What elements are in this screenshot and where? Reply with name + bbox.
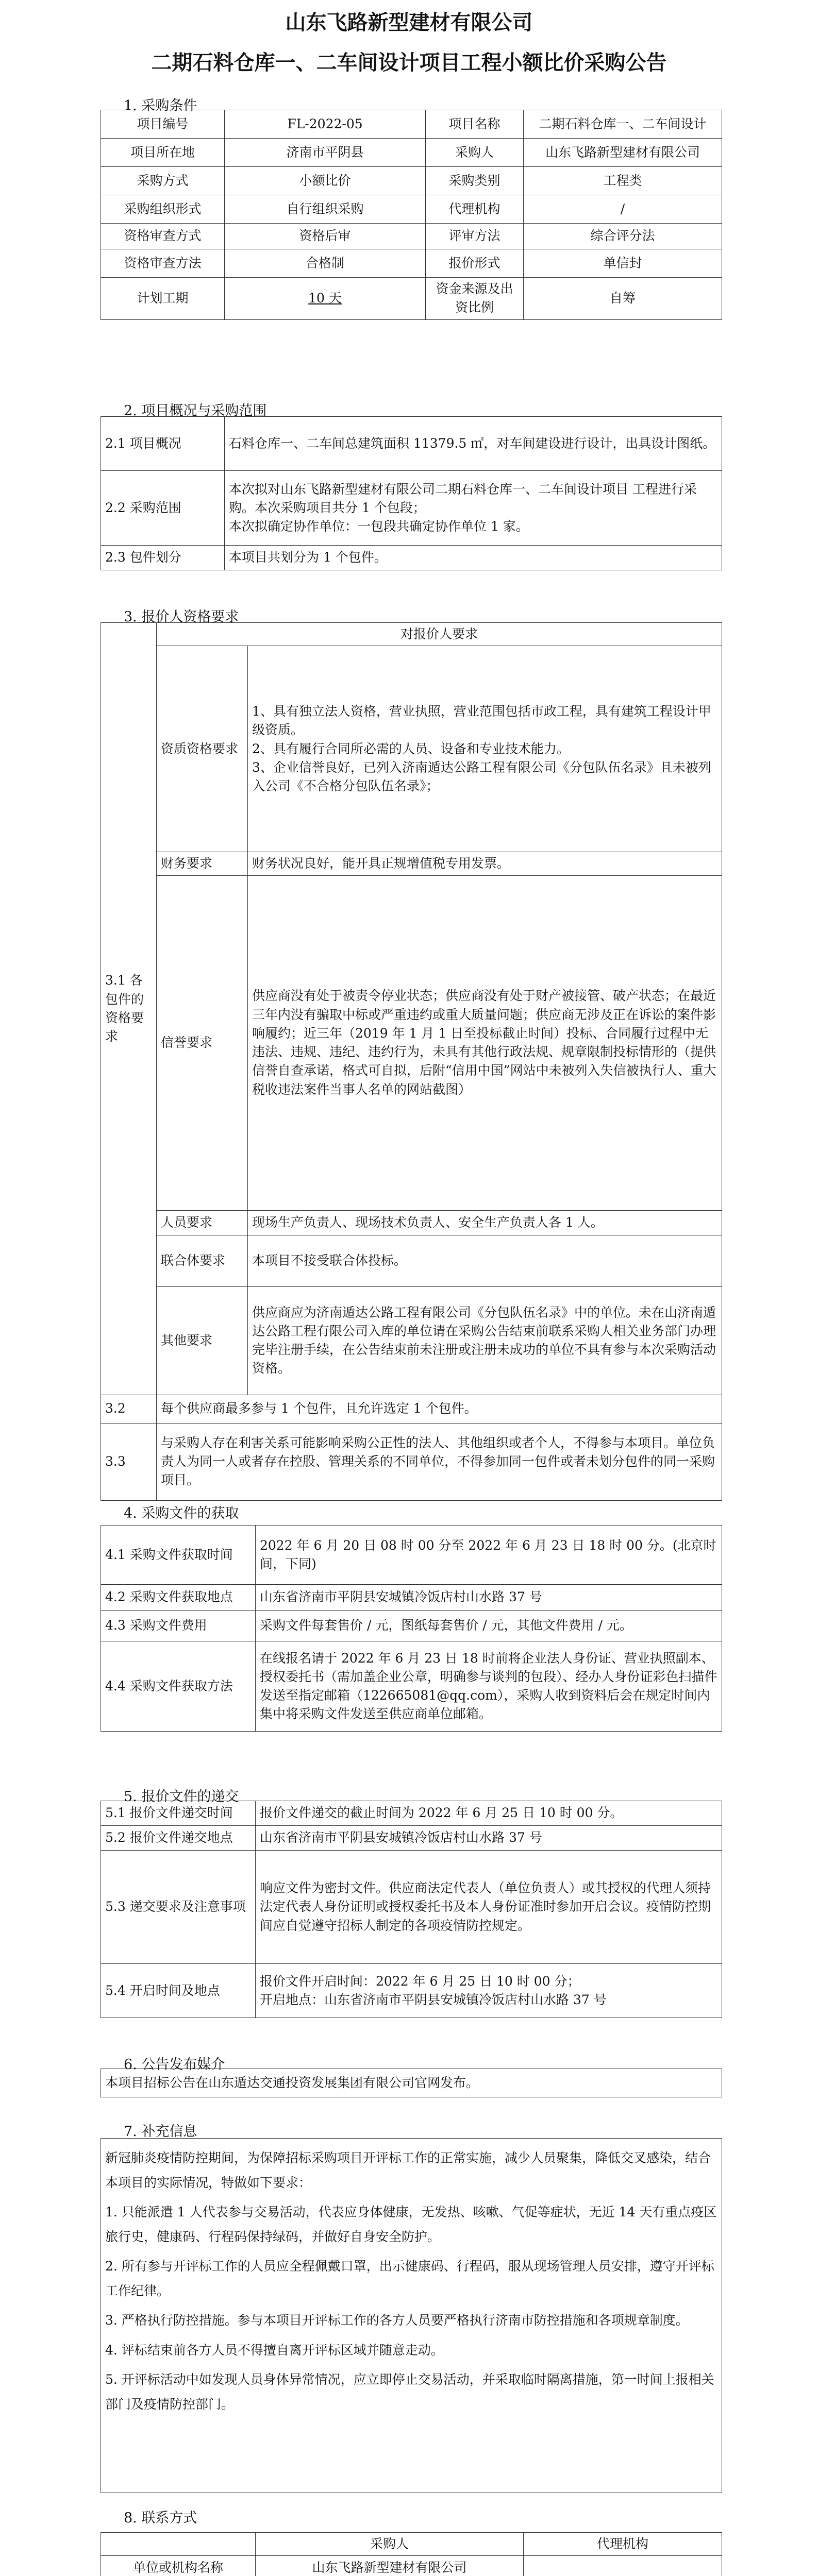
procurement-conditions-table xyxy=(101,110,722,320)
qual-row-label: 信誉要求 xyxy=(157,875,248,1210)
section-heading-4: 4. 采购文件的获取 xyxy=(124,1505,239,1521)
conditions-row xyxy=(101,139,722,167)
overview-label: 2.1 项目概况 xyxy=(101,417,225,471)
obtain-row xyxy=(101,1611,722,1641)
submit-label: 5.1 报价文件递交时间 xyxy=(101,1801,256,1826)
obtain-label: 4.3 采购文件费用 xyxy=(101,1611,256,1641)
contact-header-row xyxy=(101,2533,722,2556)
qual-row-label: 其他要求 xyxy=(157,1286,248,1395)
condition-value: 综合评分法 xyxy=(524,224,722,249)
condition-value: FL-2022-05 xyxy=(225,110,426,139)
condition-value: 自筹 xyxy=(524,278,722,320)
conditions-row xyxy=(101,167,722,195)
condition-label: 采购组织形式 xyxy=(101,195,225,224)
supplement-paragraph: 1. 只能派遣 1 人代表参与交易活动，代表应身体健康，无发热、咳嗽、气促等症状，无近 14 天有重点疫区旅行史，健康码、行程码保持绿码，并做好自身安全防护。 xyxy=(105,2205,717,2244)
section-heading-7: 7. 补充信息 xyxy=(124,2124,197,2140)
overview-row xyxy=(101,417,722,471)
condition-label: 采购人 xyxy=(426,139,524,167)
submission-table xyxy=(101,1801,722,2018)
overview-label: 2.2 采购范围 xyxy=(101,471,225,546)
submit-row xyxy=(101,1964,722,2018)
condition-label: 代理机构 xyxy=(426,195,524,224)
condition-label: 采购方式 xyxy=(101,167,225,195)
condition-label: 资金来源及出资比例 xyxy=(426,278,524,320)
obtain-label: 4.2 采购文件获取地点 xyxy=(101,1585,256,1611)
qualification-header: 对报价人要求 xyxy=(157,623,722,646)
contact-agency-value xyxy=(524,2556,722,2576)
obtain-value: 2022 年 6 月 20 日 08 时 00 分至 2022 年 6 月 23 日 18 时 00 分。(北京时间，下同) xyxy=(256,1526,722,1585)
supplement-paragraph: 4. 评标结束前各方人员不得擅自离开评标区域并随意走动。 xyxy=(105,2342,444,2358)
project-title: 二期石料仓库一、二车间设计项目工程小额比价采购公告 xyxy=(151,50,667,75)
document-obtain-table xyxy=(101,1525,722,1732)
condition-value: / xyxy=(524,195,722,224)
section-heading-2: 2. 项目概况与采购范围 xyxy=(124,403,267,419)
overview-value: 本次拟对山东飞路新型建材有限公司二期石料仓库一、二车间设计项目 工程进行采购。本次采购项目共分 1 个包段； 本次拟确定协作单位：一包段共确定协作单位 1 家。 xyxy=(225,471,722,546)
media-table xyxy=(101,2069,722,2097)
project-overview-table xyxy=(101,416,722,570)
contact-header-cell xyxy=(101,2533,256,2556)
qual-row-value: 供应商没有处于被责令停业状态；供应商没有处于财产被接管、破产状态；在最近三年内没有骗取中标或严重违约或重大质量问题；供应商无涉及正在诉讼的案件影响履约；近三年（2019 年 1 月 1 日至投标截止时间）投标、合同履行过程中无违法、违规、违纪、违约行为，未具有其他行政法规、规章限制投标情形的（提供信誉自查承诺，格式可自拟，后附“信用中国”网站中未被列入失信被执行人、重大税收违法案件当事人名单的网站截图） xyxy=(248,875,722,1210)
qual-32-value: 每个供应商最多参与 1 个包件，且允许选定 1 个包件。 xyxy=(157,1395,722,1423)
supplement-paragraph: 2. 所有参与开评标工作的人员应全程佩戴口罩，出示健康码、行程码，服从现场管理人员安排，遵守开评标工作纪律。 xyxy=(105,2259,714,2298)
condition-value: 自行组织采购 xyxy=(225,195,426,224)
contact-table xyxy=(101,2532,722,2576)
condition-value: 单信封 xyxy=(524,249,722,278)
conditions-row xyxy=(101,110,722,139)
conditions-row xyxy=(101,224,722,249)
qual-32-label: 3.2 xyxy=(101,1395,157,1423)
submit-value: 山东省济南市平阴县安城镇冷饭店村山水路 37 号 xyxy=(256,1826,722,1851)
qual-row-value: 现场生产负责人、现场技术负责人、安全生产负责人各 1 人。 xyxy=(248,1210,722,1235)
condition-value: 10 天 xyxy=(225,278,426,320)
overview-row xyxy=(101,471,722,546)
qual-33-label: 3.3 xyxy=(101,1423,157,1500)
supplement-paragraph: 新冠肺炎疫情防控期间，为保障招标采购项目开评标工作的正常实施，减少人员聚集，降低交叉感染，结合本项目的实际情况，特做如下要求： xyxy=(105,2150,711,2190)
obtain-label: 4.4 采购文件获取方法 xyxy=(101,1641,256,1732)
conditions-row xyxy=(101,249,722,278)
qualification-31-label: 3.1 各包件的资格要求 xyxy=(101,623,157,1395)
contact-header-cell: 采购人 xyxy=(256,2533,524,2556)
qual-row-value: 供应商应为济南遁达公路工程有限公司《分包队伍名录》中的单位。未在山济南遁达公路工程有限公司入库的单位请在采购公告结束前联系采购人相关业务部门办理完毕注册手续，在公告结束前未注册或注册未成功的单位不具有参与本次采购活动资格。 xyxy=(248,1286,722,1395)
supplement-paragraph: 5. 开评标活动中如发现人员身体异常情况，应立即停止交易活动，并采取临时隔离措施，第一时间上报相关部门及疫情防控部门。 xyxy=(105,2372,714,2412)
company-title: 山东飞路新型建材有限公司 xyxy=(285,10,533,35)
submit-row xyxy=(101,1826,722,1851)
condition-label: 计划工期 xyxy=(101,278,225,320)
submit-label: 5.3 递交要求及注意事项 xyxy=(101,1851,256,1964)
qualification-table xyxy=(101,622,722,1501)
qual-33-value: 与采购人存在利害关系可能影响采购公正性的法人、其他组织或者个人，不得参与本项目。单位负责人为同一人或者存在控股、管理关系的不同单位，不得参加同一包件或者未划分包件的同一采购项目。 xyxy=(157,1423,722,1500)
condition-value: 小额比价 xyxy=(225,167,426,195)
obtain-row xyxy=(101,1641,722,1732)
condition-label: 项目编号 xyxy=(101,110,225,139)
overview-value: 本项目共划分为 1 个包件。 xyxy=(225,546,722,570)
obtain-value: 在线报名请于 2022 年 6 月 23 日 18 时前将企业法人身份证、营业执照副本、授权委托书（需加盖企业公章，明确参与谈判的包段）、经办人身份证彩色扫描件发送至指定邮箱（122665081@qq.com），采购人收到资料后会在规定时间内集中将采购文件发送至供应商单位邮箱。 xyxy=(256,1641,722,1732)
condition-label: 采购类别 xyxy=(426,167,524,195)
condition-label: 项目所在地 xyxy=(101,139,225,167)
qual-row-value: 1、具有独立法人资格，营业执照，营业范围包括市政工程，具有建筑工程设计甲级资质。 2、具有履行合同所必需的人员、设备和专业技术能力。 3、企业信誉良好，已列入济南遁达公路工程有限公司《分包队伍名录》且未被列入公司《不合格分包队伍名录》； xyxy=(248,646,722,852)
conditions-row xyxy=(101,278,722,320)
condition-label: 项目名称 xyxy=(426,110,524,139)
supplement-table xyxy=(101,2138,722,2493)
conditions-row xyxy=(101,195,722,224)
overview-label: 2.3 包件划分 xyxy=(101,546,225,570)
qual-row-value: 本项目不接受联合体投标。 xyxy=(248,1235,722,1286)
section-heading-3: 3. 报价人资格要求 xyxy=(124,609,239,625)
submit-row xyxy=(101,1801,722,1826)
obtain-label: 4.1 采购文件获取时间 xyxy=(101,1526,256,1585)
contact-purchaser-value: 山东飞路新型建材有限公司 xyxy=(256,2556,524,2576)
obtain-row xyxy=(101,1526,722,1585)
condition-value: 二期石料仓库一、二车间设计 xyxy=(524,110,722,139)
condition-value: 济南市平阴县 xyxy=(225,139,426,167)
obtain-row xyxy=(101,1585,722,1611)
obtain-value: 采购文件每套售价 / 元，图纸每套售价 / 元，其他文件费用 / 元。 xyxy=(256,1611,722,1641)
supplement-paragraph: 3. 严格执行防控措施。参与本项目开评标工作的各方人员要严格执行济南市防控措施和各项规章制度。 xyxy=(105,2313,689,2328)
condition-value: 工程类 xyxy=(524,167,722,195)
submit-label: 5.2 报价文件递交地点 xyxy=(101,1826,256,1851)
submit-label: 5.4 开启时间及地点 xyxy=(101,1964,256,2018)
contact-header-cell: 代理机构 xyxy=(524,2533,722,2556)
condition-value: 资格后审 xyxy=(225,224,426,249)
condition-value: 山东飞路新型建材有限公司 xyxy=(524,139,722,167)
condition-label: 资格审查方法 xyxy=(101,249,225,278)
overview-value: 石料仓库一、二车间总建筑面积 11379.5 ㎡，对车间建设进行设计，出具设计图纸。 xyxy=(225,417,722,471)
contact-row xyxy=(101,2556,722,2576)
qual-row-label: 人员要求 xyxy=(157,1210,248,1235)
qual-row-label: 财务要求 xyxy=(157,852,248,875)
overview-row xyxy=(101,546,722,570)
supplement-content xyxy=(101,2139,722,2493)
contact-label: 单位或机构名称 xyxy=(101,2556,256,2576)
media-text: 本项目招标公告在山东遁达交通投资发展集团有限公司官网发布。 xyxy=(101,2069,722,2097)
submit-value: 报价文件递交的截止时间为 2022 年 6 月 25 日 10 时 00 分。 xyxy=(256,1801,722,1826)
submit-value: 响应文件为密封文件。供应商法定代表人（单位负责人）或其授权的代理人须持法定代表人身份证明或授权委托书及本人身份证准时参加开启会议。疫情防控期间应自觉遵守招标人制定的各项疫情防控规定。 xyxy=(256,1851,722,1964)
condition-label: 评审方法 xyxy=(426,224,524,249)
section-heading-6: 6. 公告发布媒介 xyxy=(124,2057,225,2073)
section-heading-8: 8. 联系方式 xyxy=(124,2510,197,2526)
condition-value: 合格制 xyxy=(225,249,426,278)
qual-row-label: 联合体要求 xyxy=(157,1235,248,1286)
condition-label: 报价形式 xyxy=(426,249,524,278)
qual-row-value: 财务状况良好，能开具正规增值税专用发票。 xyxy=(248,852,722,875)
qual-row-label: 资质资格要求 xyxy=(157,646,248,852)
section-heading-1: 1. 采购条件 xyxy=(124,98,197,114)
section-heading-5: 5. 报价文件的递交 xyxy=(124,1789,239,1805)
obtain-value: 山东省济南市平阴县安城镇冷饭店村山水路 37 号 xyxy=(256,1585,722,1611)
submit-row xyxy=(101,1851,722,1964)
submit-value: 报价文件开启时间：2022 年 6 月 25 日 10 时 00 分； 开启地点：山东省济南市平阴县安城镇冷饭店村山水路 37 号 xyxy=(256,1964,722,2018)
condition-label: 资格审查方式 xyxy=(101,224,225,249)
